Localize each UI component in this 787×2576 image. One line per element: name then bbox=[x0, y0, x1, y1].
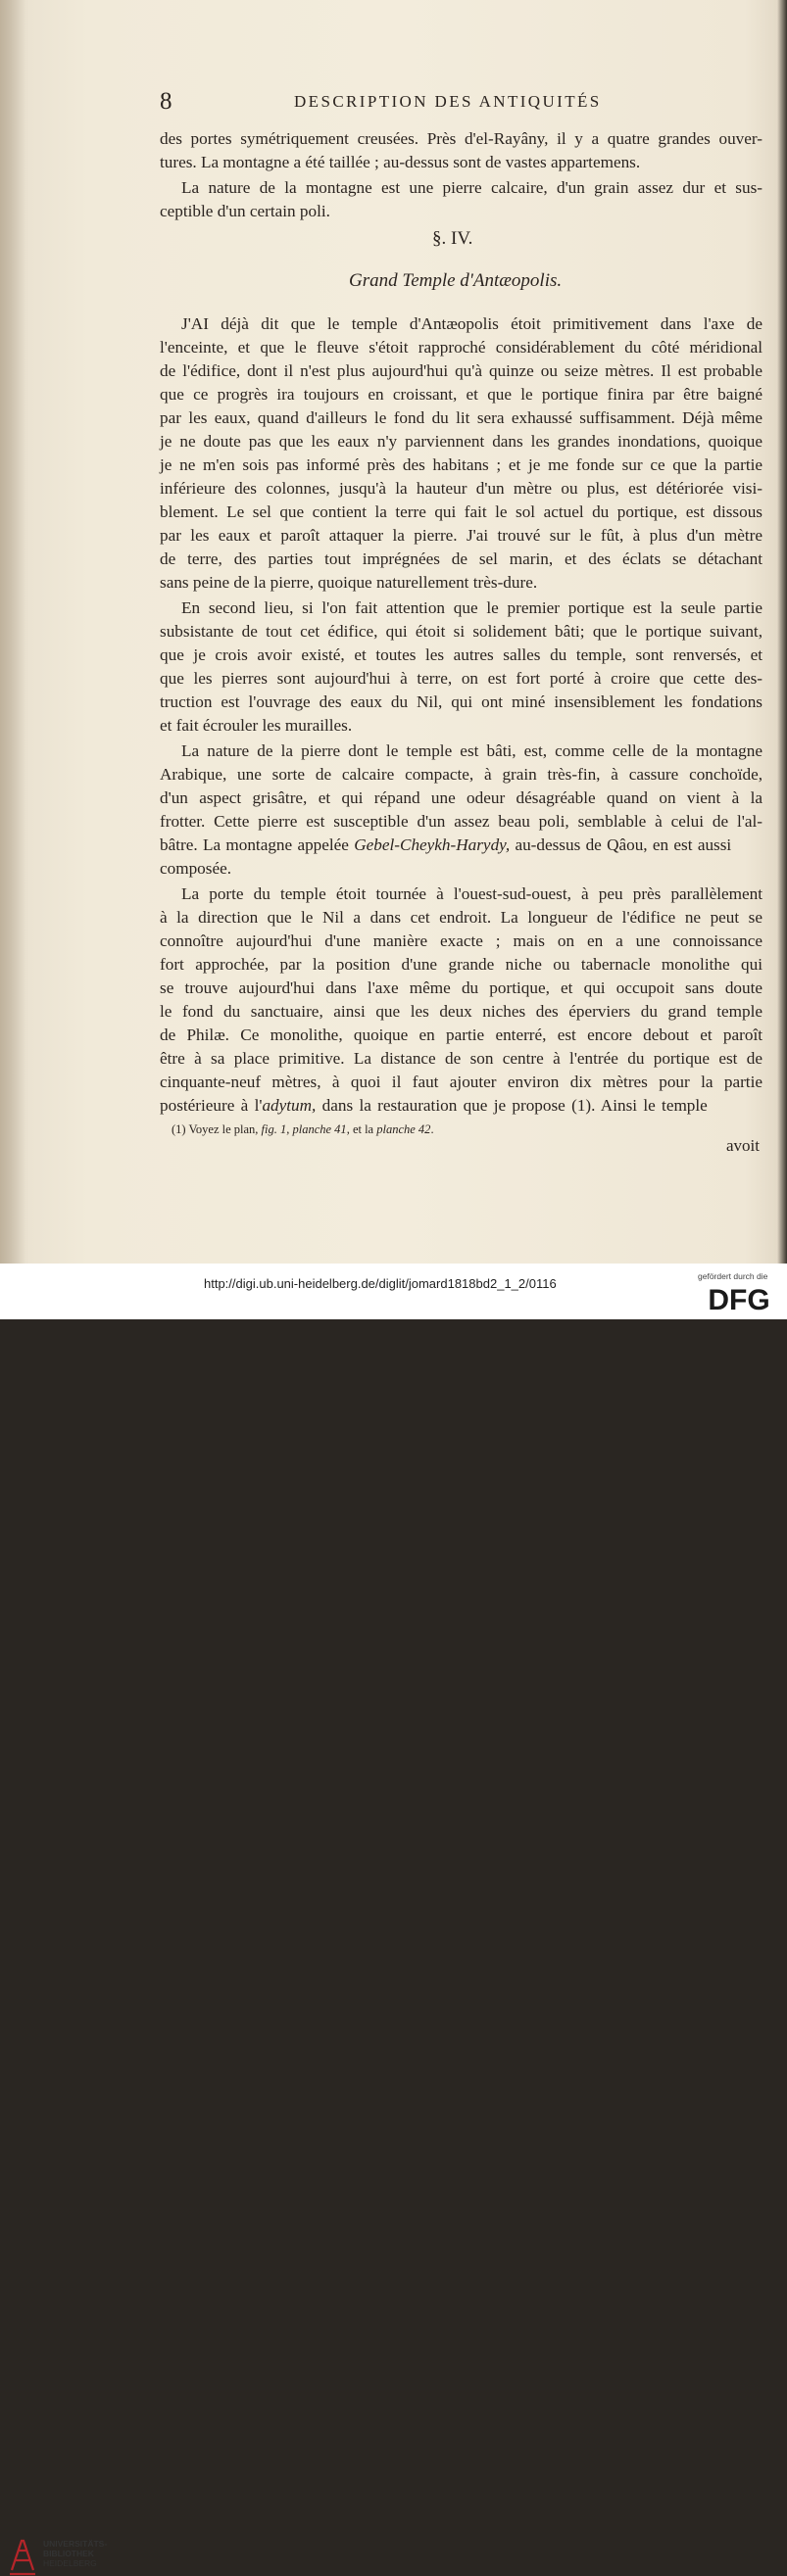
text-line: je ne m'en sois pas informé près des habitans ; et je me fonde sur ce que la partie bbox=[160, 455, 762, 474]
text-line: être à sa place primitive. La distance de son centre à l'entrée du portique est de bbox=[160, 1049, 762, 1068]
dfg-logo-icon[interactable] bbox=[701, 1283, 777, 1314]
viewer-footer bbox=[0, 1264, 787, 2568]
text-line: que ce progrès ira toujours en croissant, et que le portique finira par être baigné bbox=[160, 385, 762, 404]
text-line: l'enceinte, et que le fleuve s'étoit rapproché considérablement du côté méridional bbox=[160, 338, 762, 357]
text-line: par les eaux et paroît attaquer la pierre. J'ai trouvé sur le fût, à plus d'un mètre bbox=[160, 526, 762, 545]
text-line: de l'édifice, dont il n'est plus aujourd'hui qu'à quinze ou seize mètres. Il est probable bbox=[160, 361, 762, 380]
text-line: La porte du temple étoit tournée à l'ouest-sud-ouest, à peu près parallèlement bbox=[181, 884, 762, 903]
footnote-text: , et la bbox=[346, 1122, 377, 1136]
text-line: que les pierres sont aujourd'hui à terre, on est fort porté à croire que cette des- bbox=[160, 669, 762, 688]
text-line: composée. bbox=[160, 859, 232, 878]
text-run: au-dessus de Qâou, en est aussi bbox=[510, 835, 732, 854]
text-line: se trouve aujourd'hui dans l'axe même du portique, et qui occupoit sans doute bbox=[160, 978, 762, 997]
footnote-fig: fig. 1 bbox=[261, 1122, 287, 1136]
university-library-logo-icon[interactable] bbox=[8, 2535, 37, 2576]
text-line: J'AI déjà dit que le temple d'Antæopolis étoit primitivement dans l'axe de bbox=[181, 314, 762, 333]
footnote-text: , bbox=[286, 1122, 293, 1136]
text-line: ceptible d'un certain poli. bbox=[160, 202, 330, 220]
dfg-caption: gefördert durch die bbox=[698, 1271, 768, 1281]
text-line: je ne doute pas que les eaux n'y parviennent dans les grandes inondations, quoique bbox=[160, 432, 762, 451]
text-run: postérieure à l' bbox=[160, 1096, 263, 1115]
text-line: de Philæ. Ce monolithe, quoique en partie enterré, est encore debout et paroît bbox=[160, 1026, 762, 1044]
text-line: cinquante-neuf mètres, à quoi il faut ajouter environ dix mètres pour la partie bbox=[160, 1073, 762, 1091]
uni-name-line: HEIDELBERG bbox=[43, 2558, 97, 2568]
uni-name-line: UNIVERSITÄTS- bbox=[43, 2539, 108, 2549]
text-line: La nature de la pierre dont le temple est bâti, est, comme celle de la montagne bbox=[181, 741, 762, 760]
footnote-text: (1) Voyez le plan, bbox=[172, 1122, 262, 1136]
text-run: dans la restauration que je propose (1). Ainsi le temple bbox=[316, 1096, 708, 1115]
text-line: subsistante de tout cet édifice, qui étoit si solidement bâti; que le portique suivant, bbox=[160, 622, 762, 641]
text-line: La nature de la montagne est une pierre calcaire, d'un grain assez dur et sus- bbox=[181, 178, 762, 197]
text-line: le fond du sanctuaire, ainsi que les deux niches des éperviers du grand temple bbox=[160, 1002, 762, 1021]
catchword: avoit bbox=[726, 1136, 760, 1155]
text-line: connoître aujourd'hui d'une manière exacte ; mais on en a une connoissance bbox=[160, 931, 762, 950]
text-line: frotter. Cette pierre est susceptible d'un assez beau poli, semblable à celui de l'al- bbox=[160, 812, 762, 831]
text-line: que je crois avoir existé, et toutes les autres salles du temple, sont renversés, et bbox=[160, 645, 762, 664]
text-line: tures. La montagne a été taillée ; au-dessus sont de vastes appartemens. bbox=[160, 153, 641, 171]
dfg-logo-text: DFG bbox=[708, 1284, 770, 1314]
running-head: DESCRIPTION DES ANTIQUITÉS bbox=[294, 92, 602, 111]
text-run: bâtre. La montagne appelée bbox=[160, 835, 355, 854]
footnote-planche: planche 41 bbox=[292, 1122, 347, 1136]
text-line: blement. Le sel que contient la terre qui fait le sol actuel du portique, est dissous bbox=[160, 502, 762, 521]
text-line: truction est l'ouvrage des eaux du Nil, qui ont miné insensiblement les fondations bbox=[160, 692, 762, 711]
scanned-page bbox=[0, 0, 787, 1264]
uni-name-line: BIBLIOTHEK bbox=[43, 2549, 94, 2558]
text-line: de terre, des parties tout imprégnées de sel marin, et des éclats se détachant bbox=[160, 549, 762, 568]
text-line: Arabique, une sorte de calcaire compacte, à grain très-fin, à cassure conchoïde, bbox=[160, 765, 762, 784]
text-line: En second lieu, si l'on fait attention que le premier portique est la seule partie bbox=[181, 598, 762, 617]
text-line: fort approchée, par la position d'une grande niche ou tabernacle monolithe qui bbox=[160, 955, 762, 974]
text-line: par les eaux, quand d'ailleurs le fond du lit sera exhaussé suffisamment. Déjà même bbox=[160, 408, 762, 427]
footnote bbox=[172, 1122, 434, 1137]
university-library-name bbox=[43, 2539, 107, 2568]
footnote-text: . bbox=[430, 1122, 434, 1136]
footnote-planche: planche 42 bbox=[376, 1122, 431, 1136]
text-line-composite bbox=[160, 834, 762, 857]
page-number: 8 bbox=[160, 88, 172, 115]
text-line: sans peine de la pierre, quoique naturellement très-dure. bbox=[160, 573, 538, 592]
place-name-italic: Gebel-Cheykh-Harydy, bbox=[354, 835, 511, 854]
section-mark: §. IV. bbox=[432, 228, 473, 249]
section-title: Grand Temple d'Antæopolis. bbox=[349, 270, 563, 291]
text-line: d'un aspect grisâtre, et qui répand une odeur désagréable quand on vient à la bbox=[160, 788, 762, 807]
text-line: inférieure des colonnes, jusqu'à la hauteur d'un mètre ou plus, est détériorée visi- bbox=[160, 479, 762, 498]
text-line: des portes symétriquement creusées. Près d'el-Rayâny, il y a quatre grandes ouver- bbox=[160, 129, 762, 148]
text-line: à la direction que le Nil a dans cet endroit. La longueur de l'édifice ne peut se bbox=[160, 908, 762, 927]
text-line: et fait écrouler les murailles. bbox=[160, 716, 353, 735]
permalink-url[interactable]: http://digi.ub.uni-heidelberg.de/diglit/jomard1818bd2_1_2/0116 bbox=[204, 1276, 557, 1291]
term-italic: adytum, bbox=[262, 1096, 317, 1115]
text-line-composite bbox=[160, 1094, 762, 1118]
